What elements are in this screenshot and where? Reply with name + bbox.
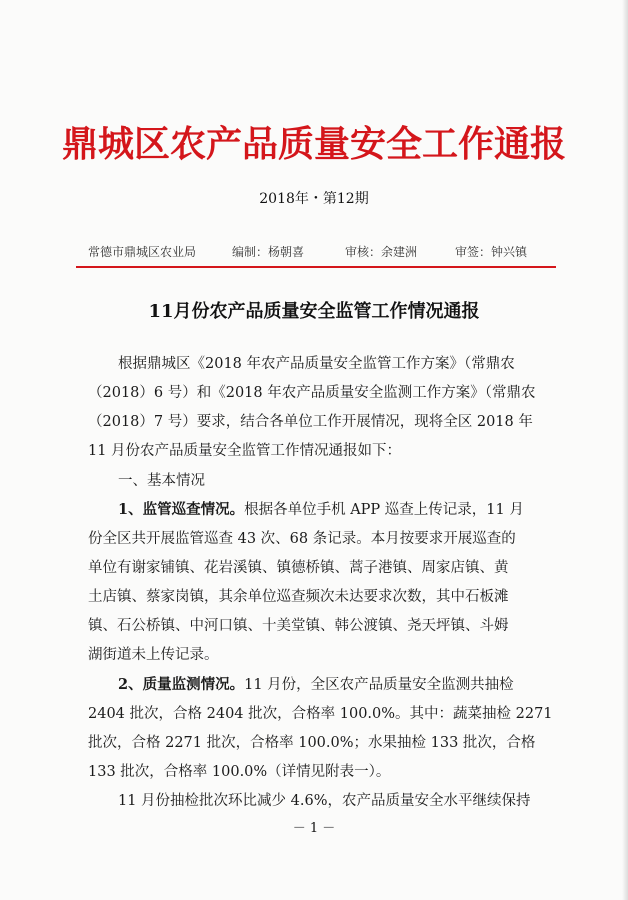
paragraph-line: 133 批次，合格率 100.0%（详情见附表一）。 — [88, 764, 391, 780]
para2-lead: 2、质量监测情况。 — [118, 676, 245, 693]
report-heading: 11月份农产品质量安全监管工作情况通报 — [148, 301, 480, 322]
paragraph-line: 单位有谢家铺镇、花岩溪镇、镇德桥镇、蒿子港镇、周家店镇、黄 — [88, 560, 509, 576]
issue-number: 2018年・第12期 — [259, 191, 369, 207]
paragraph-line: 份全区共开展监管巡查 43 次、68 条记录。本月按要求开展巡查的 — [88, 531, 516, 547]
intro-line: 根据鼎城区《2018 年农产品质量安全监管工作方案》（常鼎农 — [118, 356, 515, 372]
para1-text: 根据各单位手机 APP 巡查上传记录，11 月 — [244, 502, 524, 518]
approver: 审签：钟兴镇 — [455, 245, 528, 259]
section-heading: 一、基本情况 — [118, 473, 205, 489]
paragraph-line: 土店镇、蔡家岗镇，其余单位巡查频次未达要求次数，其中石板滩 — [88, 589, 509, 605]
header-divider — [76, 266, 556, 268]
para2-text: 11 月份，全区农产品质量安全监测共抽检 — [244, 677, 514, 693]
reviewer: 审核：余建洲 — [345, 245, 418, 259]
editor: 编制：杨朝喜 — [232, 245, 305, 259]
paragraph-line — [118, 498, 524, 519]
paragraph-line: 2404 批次，合格 2404 批次，合格率 100.0%。其中：蔬菜抽检 2271 — [88, 706, 553, 722]
intro-line: 11 月份农产品质量安全监管工作情况通报如下： — [88, 443, 402, 459]
bulletin-title: 鼎城区农产品质量安全工作通报 — [61, 123, 566, 165]
paragraph-line: 批次，合格 2271 批次，合格率 100.0%；水果抽检 133 批次，合格 — [88, 735, 536, 751]
para1-lead: 1、监管巡查情况。 — [118, 501, 245, 518]
intro-line: （2018）7 号）要求，结合各单位工作开展情况，现将全区 2018 年 — [88, 414, 533, 430]
paragraph-line — [118, 673, 514, 694]
paragraph-line: 湖街道未上传记录。 — [88, 647, 219, 663]
paragraph-line: 镇、石公桥镇、中河口镇、十美堂镇、韩公渡镇、尧天坪镇、斗姆 — [88, 618, 509, 634]
paragraph-line: 11 月份抽检批次环比减少 4.6%，农产品质量安全水平继续保持 — [118, 793, 531, 809]
page-number: － 1 － — [292, 821, 336, 836]
publisher: 常德市鼎城区农业局 — [88, 245, 197, 259]
intro-line: （2018）6 号）和《2018 年农产品质量安全监测工作方案》（常鼎农 — [88, 385, 536, 401]
